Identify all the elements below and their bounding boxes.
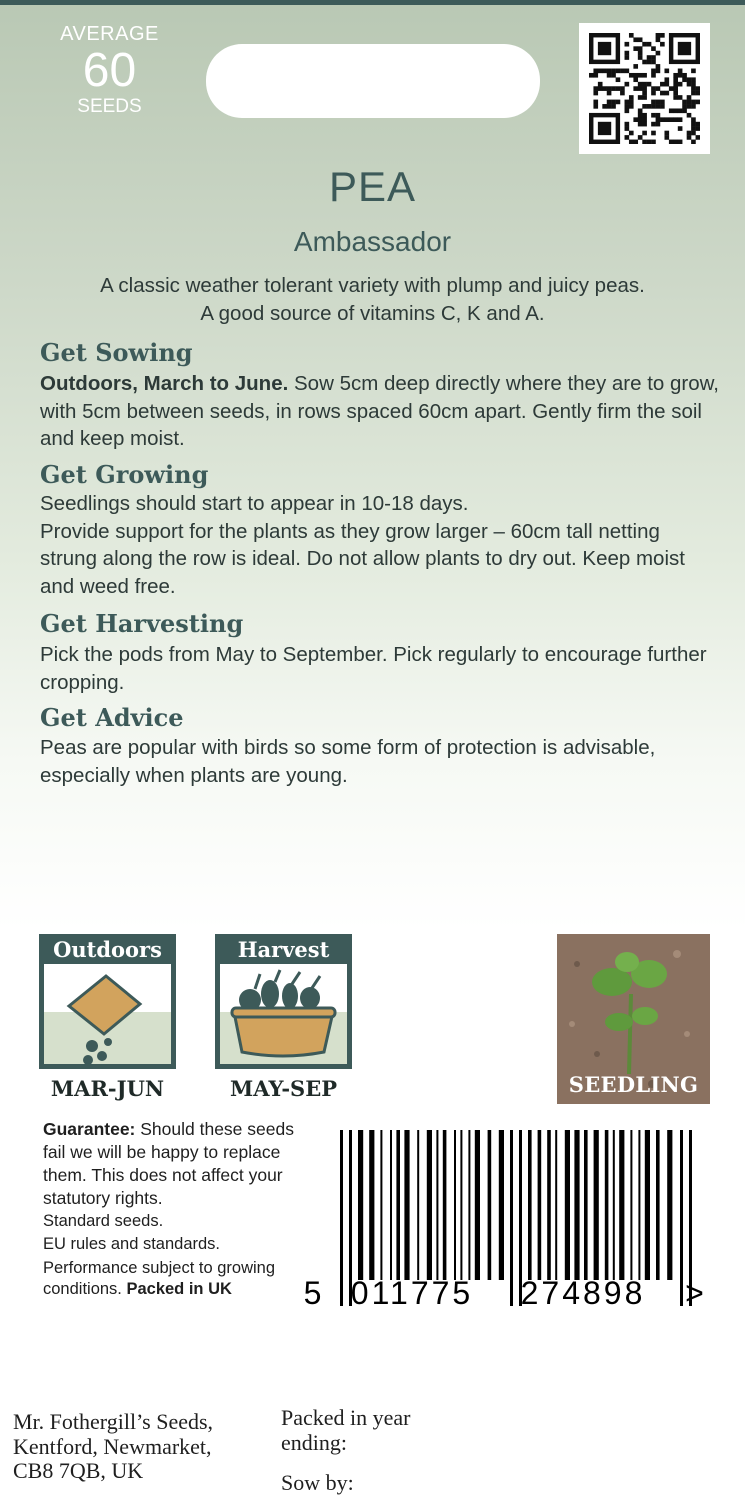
growing-text-2: Provide support for the plants as they grow larger – 60cm tall netting strung along the row is ideal. Do not allow plants to dry out. Keep moist and weed free.: [40, 519, 685, 598]
growing-text-1: Seedlings should start to appear in 10-18 days.: [40, 492, 469, 515]
guarantee-lead: Guarantee:: [43, 1119, 136, 1139]
barcode-end-marker: >: [685, 1275, 707, 1311]
product-description: [40, 272, 705, 328]
harvest-title: Harvest: [237, 937, 330, 962]
product-variety: Ambassador: [293, 226, 452, 257]
description-line: A classic weather tolerant variety with plump and juicy peas.: [100, 274, 645, 297]
barcode-bars: [300, 1126, 710, 1316]
barcode-digits-right: 274898: [520, 1275, 646, 1311]
standard-seeds: Standard seeds.: [43, 1212, 164, 1230]
seed-count: 60: [82, 44, 137, 97]
guarantee-body: Should these seeds fail we will be happy to replace them. This does not affect your statutory rights.: [43, 1119, 294, 1208]
packed-in-uk: Packed in UK: [126, 1280, 232, 1298]
harvest-icon-panel: [220, 964, 347, 1064]
advice-heading: Get Advice: [40, 703, 184, 732]
description-line: A good source of vitamins C, K and A.: [200, 302, 545, 325]
company-address: [13, 1410, 213, 1484]
harvesting-body: Pick the pods from May to September. Pick regularly to encourage further cropping.: [40, 643, 707, 694]
outdoors-icon-panel: [44, 964, 171, 1064]
seed-packet-icon: [44, 964, 171, 1064]
advice-body: Peas are popular with birds so some form of protection is advisable, especially when plants are young.: [40, 736, 656, 787]
seedling-photo: [557, 934, 710, 1104]
sowing-text: Sow 5cm deep directly where they are to grow, with 5cm between seeds, in rows spaced 60cm apart. Gently firm the soil and keep moist.: [40, 372, 720, 450]
performance-text: Performance subject to growing conditions.: [43, 1259, 276, 1298]
seeds-label: SEEDS: [77, 96, 142, 117]
harvest-icon-box: [215, 934, 352, 1069]
seedling-label: SEEDLING: [568, 1072, 699, 1097]
packed-line: ending:: [281, 1430, 347, 1455]
guarantee-text: [43, 1118, 305, 1210]
performance-note: [43, 1258, 305, 1300]
outdoors-period: MAR-JUN: [50, 1076, 165, 1101]
address-line: CB8 7QB, UK: [13, 1458, 144, 1483]
packed-in-year: [281, 1405, 411, 1455]
barcode-first-digit: 5: [303, 1275, 325, 1311]
top-border: [0, 0, 745, 5]
guarantee-block: [43, 1118, 305, 1300]
average-label: AVERAGE: [60, 23, 159, 45]
address-line: Kentford, Newmarket,: [13, 1433, 212, 1459]
outdoors-title: Outdoors: [53, 937, 162, 962]
eu-rules: EU rules and standards.: [43, 1235, 221, 1253]
sowing-heading: Get Sowing: [40, 338, 193, 367]
outdoors-sowing-icon-box: [39, 934, 176, 1069]
harvesting-heading: Get Harvesting: [40, 609, 244, 638]
hanger-hole: [206, 44, 540, 118]
qr-code[interactable]: [579, 23, 710, 154]
address-line: Mr. Fothergill’s Seeds,: [13, 1409, 214, 1434]
sow-by: Sow by:: [281, 1470, 354, 1495]
packed-line: Packed in year: [281, 1405, 411, 1430]
sowing-body: [40, 370, 720, 453]
barcode-digits-left: 011775: [350, 1275, 474, 1311]
sowing-lead: Outdoors, March to June.: [40, 372, 289, 395]
growing-heading: Get Growing: [40, 460, 209, 489]
harvest-period: MAY-SEP: [229, 1076, 338, 1101]
qr-code-icon: [589, 33, 700, 144]
barcode: [300, 1126, 710, 1316]
harvest-basket-icon: [220, 964, 347, 1064]
average-seeds-badge: [52, 22, 167, 118]
growing-body: [40, 490, 720, 600]
product-name: PEA: [328, 163, 417, 210]
